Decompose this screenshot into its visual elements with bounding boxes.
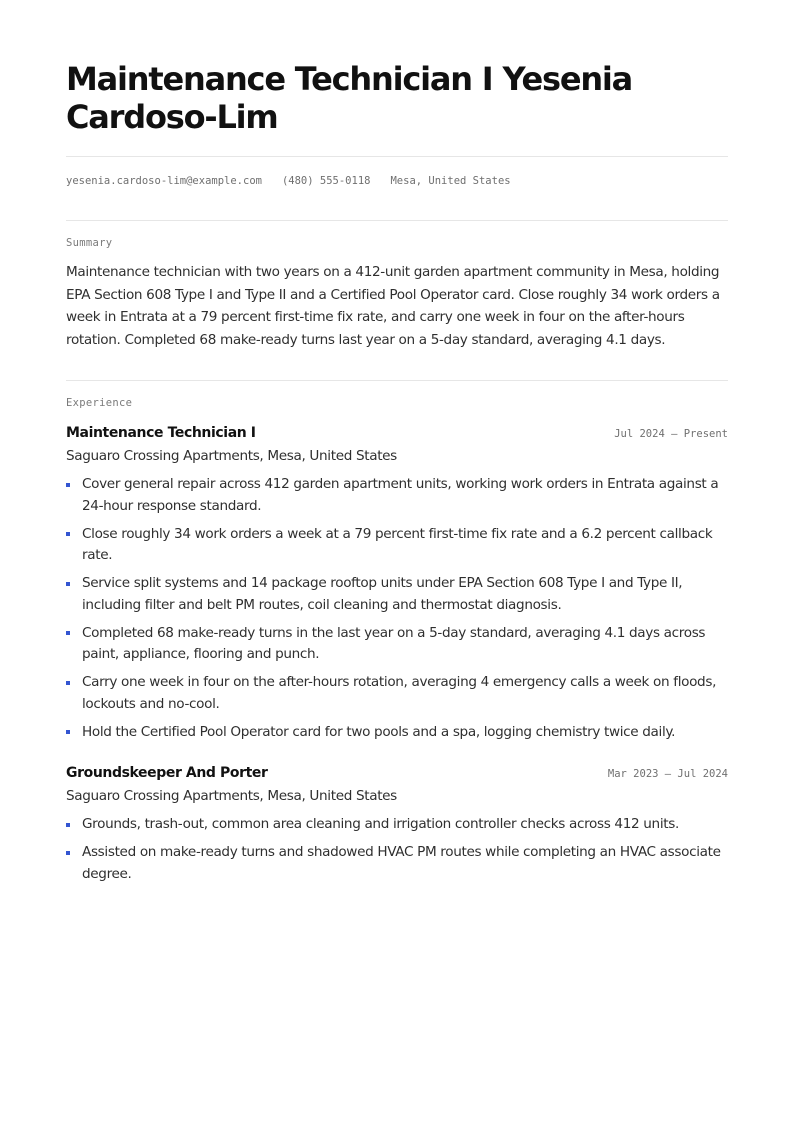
job-entry: [66, 762, 728, 885]
contact-email[interactable]: yesenia.cardoso-lim@example.com: [66, 175, 262, 187]
contact-location: Mesa, United States: [390, 175, 511, 187]
job-dates: Mar 2023 – Jul 2024: [607, 768, 728, 780]
job-bullet-text: Carry one week in four on the after-hours rotation, averaging 4 emergency calls a week on floods, lockouts and no-cool.: [82, 674, 717, 712]
experience-divider: [66, 380, 728, 381]
job-bullet: [66, 814, 728, 836]
job-bullet: [66, 623, 728, 666]
summary-divider: [66, 220, 728, 221]
bullet-marker-icon: [66, 532, 70, 536]
job-header: [66, 762, 728, 784]
bullet-marker-icon: [66, 631, 70, 635]
bullet-marker-icon: [66, 582, 70, 586]
resume-page: [66, 60, 728, 892]
bullet-marker-icon: [66, 483, 70, 487]
job-bullet: [66, 842, 728, 885]
job-bullet-list: [66, 474, 728, 743]
job-company: Saguaro Crossing Apartments, Mesa, United States: [66, 788, 397, 804]
job-bullet-text: Completed 68 make-ready turns in the last year on a 5-day standard, averaging 4.1 days across paint, appliance, flooring and punch.: [82, 624, 706, 662]
job-bullet: [66, 524, 728, 567]
job-bullet: [66, 722, 728, 744]
job-bullet-text: Grounds, trash-out, common area cleaning and irrigation controller checks across 412 units.: [82, 816, 679, 832]
job-bullet: [66, 573, 728, 616]
contact-phone[interactable]: (480) 555-0118: [281, 175, 371, 187]
job-bullet-text: Assisted on make-ready turns and shadowed HVAC PM routes while completing an HVAC associate degree.: [82, 844, 721, 882]
job-dates: Jul 2024 – Present: [614, 428, 728, 440]
job-bullet-text: Hold the Certified Pool Operator card for two pools and a spa, logging chemistry twice daily.: [82, 723, 676, 740]
job-bullet-text: Close roughly 34 work orders a week at a 79 percent first-time fix rate and a 6.2 percent callback rate.: [82, 525, 713, 563]
bullet-marker-icon: [66, 851, 70, 855]
job-bullet-text: Cover general repair across 412 garden apartment units, working work orders in Entrata against a 24-hour response standard.: [82, 476, 719, 514]
bullet-marker-icon: [66, 730, 70, 734]
job-title: Groundskeeper And Porter: [66, 765, 268, 781]
summary-text: Maintenance technician with two years on a 412-unit garden apartment community in Mesa, holding EPA Section 608 Type I and Type II and a Certified Pool Operator card. Close roughly 34 work orders a week in Entrata at a 79 percent first-time fix rate, and carry one week in four on the after-hours rotation. Completed 68 make-ready turns last year on a 5-day standard, averaging 4.1 days.: [66, 264, 720, 348]
bullet-marker-icon: [66, 681, 70, 685]
resume-name-heading: Maintenance Technician I Yesenia Cardoso-Lim: [66, 60, 633, 136]
header-divider: [66, 156, 728, 157]
job-bullet: [66, 672, 728, 715]
job-bullet-text: Service split systems and 14 package rooftop units under EPA Section 608 Type I and Type II, including filter and belt PM routes, coil cleaning and thermostat diagnosis.: [82, 575, 683, 613]
job-header: [66, 422, 728, 444]
experience-section-label: Experience: [66, 397, 133, 409]
summary-section-label: Summary: [66, 237, 113, 249]
contact-line: [66, 174, 728, 188]
bullet-marker-icon: [66, 823, 70, 827]
job-title: Maintenance Technician I: [66, 425, 256, 441]
job-company: Saguaro Crossing Apartments, Mesa, United States: [66, 448, 397, 464]
job-bullet: [66, 474, 728, 517]
job-entry: [66, 422, 728, 743]
job-bullet-list: [66, 814, 728, 885]
